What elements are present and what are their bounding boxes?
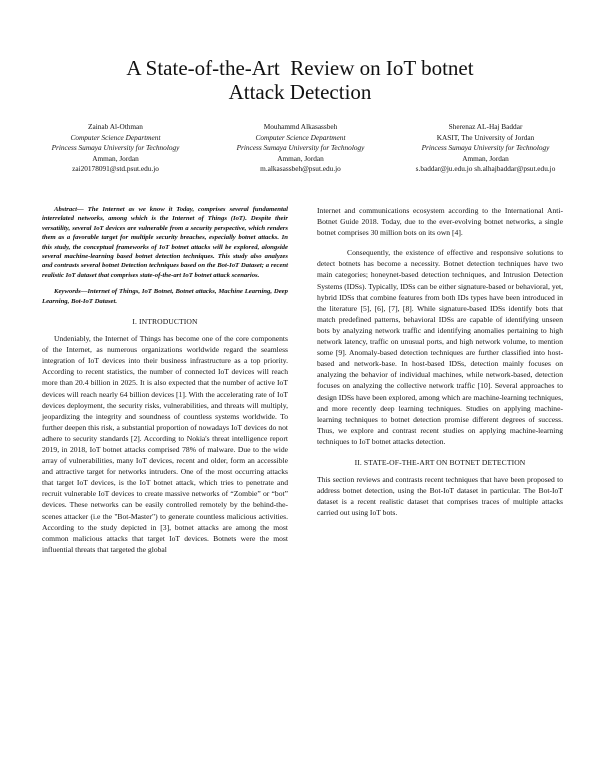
author-name: Mouhammd Alkasassbeh (263, 122, 338, 131)
author-city: Amman, Jordan (92, 153, 139, 163)
author-email: m.alkasassbeh@psut.edu.jo (260, 164, 341, 174)
author-university: Princess Sumaya University for Technology (421, 143, 550, 153)
section-heading-state-of-the-art: II. STATE-OF-THE-ART ON BOTNET DETECTION (354, 457, 526, 467)
author-city: Amman, Jordan (462, 153, 509, 163)
body-paragraph: This section reviews and contrasts recent techniques that have been proposed to address botnet detection, using the Bot-IoT dataset in particular. The Bot-IoT dataset is a recent realistic dataset that comprises traces of multiple attacks carried out using IoT bots. (317, 474, 563, 518)
abstract: Abstract— The Internet as we know it Today, comprises several fundamental interrelated networks, among which is the Internet of Things (IoT). Despite their versatility, several IoT devices are vulnerable from a security perspective, which renders them as a favorable target for multiple security breaches, especially botnet attacks. In this study, the conceptual frameworks of IoT botnet attacks will be explored, alongside several machine-learning based botnet detection techniques. This study also analyzes and contrasts several botnet Detection techniques based on the Bot-IoT Dataset; a recent realistic IoT dataset that comprises state-of-the-art IoT botnet attack scenarios. (42, 206, 288, 279)
author-name: Sherenaz AL-Haj Baddar (448, 122, 523, 131)
title-line-2: Attack Detection (228, 80, 372, 104)
author-university: Princess Sumaya University for Technology (236, 143, 365, 153)
title-line-1: A State-of-the-Art Review on IoT botnet (126, 56, 474, 80)
body-paragraph-continued: Internet and communications ecosystem according to the International Anti-Botnet Guide 2018. Today, due to the ever-evolving botnet networks, a single botnet comprises 30 million bots on its own [4]. (317, 206, 563, 238)
keywords: Keywords—Internet of Things, IoT Botnet, Botnet attacks, Machine Learning, Deep Learning, Bot-IoT Dataset. (42, 288, 288, 305)
body-paragraph: Consequently, the existence of effective and responsive solutions to detect botnets has become a necessity. Botnet detection techniques have two main categories; honeynet-based detection techniques, and Intrusion Detection Systems (IDSs). Typically, IDSs can be either signature-based or behavioral, yet, hybrid IDSs that combine features from both IDs types have been introduced in the literature [5], [6], [7], [8]. While signature-based IDSs identify bots that match predefined patterns, behavioral IDSs are capable of identifying unseen bots by analyzing network traffic and identifying anomalies pertaining to high network latency, traffic on unusual ports, and high network volume, to mention some [9]. Anomaly-based detection techniques are further classified into host-based and network-base. In host-based IDSs, detection mainly focuses on analyzing the behavior of individual machines, while network-based, detection focuses on analyzing the collective network traffic [10]. Several approaches to design IDSs have been explored, among which are machine-learning techniques, and more recently deep learning techniques. Studies on applying machine-learning techniques to botnet detection promise different degrees of success. Thus, we explore and contrast recent studies on applying machine-learning techniques to IoT botnet attacks detection. (317, 248, 563, 446)
author-city: Amman, Jordan (277, 153, 324, 163)
paper-title (40, 56, 560, 104)
author-email: zai20178091@std.psut.edu.jo (72, 164, 159, 174)
right-column (317, 205, 563, 518)
left-column (42, 205, 288, 555)
author-department: Computer Science Department (255, 132, 346, 142)
author-department: KASIT, The University of Jordan (436, 132, 535, 142)
author-name: Zainab Al-Othman (88, 122, 143, 131)
author-email: s.baddar@ju.edu.jo sh.alhajbaddar@psut.edu.jo (415, 164, 556, 174)
author-university: Princess Sumaya University for Technology (51, 143, 180, 153)
introduction-paragraph: Undeniably, the Internet of Things has become one of the core components of the Internet, as numerous organizations worldwide regard the seamless integration of IoT devices into their business infrastructure as a top priority. According to recent statistics, the number of connected IoT devices will reach more than 20.4 billion in 2025. It is also expected that the number of active IoT devices will reach nearly 64 billion devices [1]. With the accelerating rate of IoT devices deployment, the security risks, vulnerabilities, and threats will multiply, jeopardizing the integrity and soundness of countless systems worldwide. To further deepen this risk, a substantial proportion of nowadays IoT devices do not adhere to security standards [2]. According to Nokia's threat intelligence report 2019, in 2018, IoT botnet attacks comprised 78% of malware. Due to the wide array of vulnerabilities, many IoT devices, recent and older, form an accessible and attractive target for networks intruders. One of the most occurring attacks that target IoT devices, is the IoT botnet attack, which tries to penetrate and recruit vulnerable IoT devices to create massive networks of “Zombie” or “bot” devices. These networks can be easily controlled remotely by the behind-the-scenes attacker (i.e the "Bot-Master") to generate countless malicious activities. According to the study depicted in [3], botnet attacks are among the most common malicious attacks that target IoT devices. Botnets were the most influential threats that targeted the global (42, 334, 288, 554)
section-heading-introduction: I. INTRODUCTION (132, 317, 198, 327)
author-2 (208, 122, 393, 175)
author-3 (393, 122, 578, 175)
author-department: Computer Science Department (70, 132, 161, 142)
author-1 (23, 122, 208, 175)
